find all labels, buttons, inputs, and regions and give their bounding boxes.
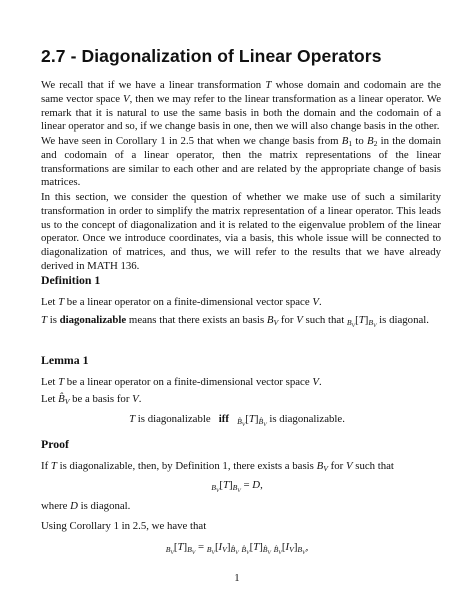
proof-line-3: Using Corollary 1 in 2.5, we have that (41, 520, 207, 532)
lemma-line-1: Let T be a linear operator on a finite-dimensional vector space V. (41, 376, 322, 388)
paragraph-corollary: We have seen in Corollary 1 in 2.5 that when we change basis from $B_1$ to $B_2$ in the domain and codomain of a linear operator, then the matrix representations of the linear transformations are similar to each other and are related by the appropriate change of basis matrices. (41, 135, 442, 189)
section-title: 2.7 - Diagonalization of Linear Operators (41, 46, 382, 66)
definition-keyword: diagonalizable (59, 314, 127, 326)
paragraph-section-goal: In this section, we consider the question of whether we make use of such a similarity transformation in order to simplify the matrix representation of a linear operator. This leads us to the concept of diagonalization and it is related to the eigenvalue problem of the linear operator. Once we introduce coordinates, via a basis, this whole issue will be connected to diagonalization of matrices, and thus, we will refer to the results that we have already derived in MATH 136. (41, 191, 441, 272)
definition-heading: Definition 1 (41, 273, 101, 287)
proof-line-1: If T is diagonalizable, then, by Definition 1, there exists a basis $B_V$ for V such that (41, 460, 394, 473)
lemma-line-2: Let $B̂_V$ be a basis for V. (41, 393, 142, 406)
proof-equation-1: $_{B_V}[T]_{B_V} = D$, (211, 479, 263, 494)
paragraph-intro: We recall that if we have a linear transformation T whose domain and codomain are the same vector space V, then we may refer to the linear transformation as a linear operator. We remark that it is natural to use the same basis in both the domain and the codomain of a linear operator and so, if we change basis in one, then we will also change basis in the other. (41, 79, 441, 133)
definition-line-2: T is diagonalizable means that there exists an basis $B_V$ for V such that $_{B_V}[T]_{B_V}$ is diagonal. (41, 314, 429, 329)
proof-heading: Proof (41, 437, 69, 451)
definition-line-1: Let T be a linear operator on a finite-dimensional vector space V. (41, 296, 322, 308)
lemma-statement: T is diagonalizable iff $_{B̂_V}[T]_{B̂_V}$ is diagonalizable. (129, 413, 345, 428)
proof-equation-2: $_{B_V}[T]_{B_V} = _{B_V}[I_V]_{B̂_V}$ $_{B̂_V}[T]_{B̂_V}$ $_{B̂_V}[I_V]_{B_V}$, (165, 541, 309, 556)
lemma-heading: Lemma 1 (41, 353, 89, 367)
page-number: 1 (234, 572, 240, 584)
proof-line-2: where D is diagonal. (41, 500, 131, 512)
